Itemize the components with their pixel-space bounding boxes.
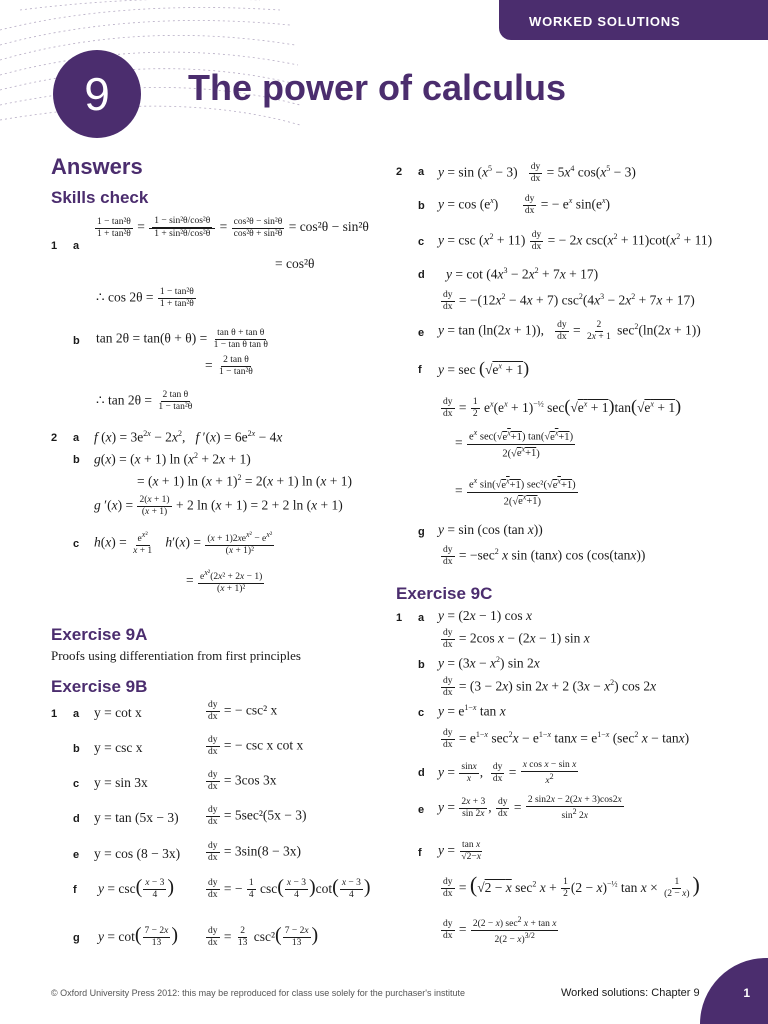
equation: $y = \cos (e^x)$ $\frac{dy}{dx}$ = − $e^x$ $\sin(e^x)$ — [438, 194, 611, 216]
part-label: g — [418, 526, 425, 538]
derivative-result: = 5sec²(5x − 3) — [223, 807, 307, 823]
equation: = (x + 1) $\ln (x + 1)^2 = 2(x + 1)$ ln (x + 1) — [137, 473, 353, 489]
part-label: a — [73, 708, 80, 720]
equation: $y = \cot (4x^3 - 2x^2 + 7x + 17)$ — [446, 266, 599, 282]
copyright-footer: © Oxford University Press 2012: this may be reproduced for class use solely for the purchaser's institute — [51, 988, 466, 998]
part-label: d — [418, 269, 425, 281]
exercise-9c-heading: Exercise 9C — [396, 584, 493, 603]
equation: h(x) = $\frac{e^{x^2}}{x + 1}$ h′(x) = $(x + 1)2xe^{x^2} - e^{x^2}$ (x + 1)² — [94, 530, 273, 557]
equation: $\frac{\text{1 − tan²θ}}{\text{1 + tan²θ}}$ = $\frac{\text{1 − sin²θ/cos²θ}}{\text{1 + sin²θ/cos²θ}}$ = $\frac{\text{cos²θ − sin²θ}}{\text{cos²θ + sin²θ}}$ = cos²θ − sin²θ — [97, 216, 369, 240]
equation: y = $\frac{\sin x}{x}$ , $\frac{dy}{dx}$ = $\frac{\text{x cos x − sin x}}{x^2}$ — [438, 760, 577, 787]
equation: ∴ cos 2θ = $\frac{\text{1 − tan²θ}}{\text{1 + tan²θ}}$ — [96, 287, 194, 309]
equation: $\frac{dy}{dx}$ = $-\sec^2$ x sin (tanx) cos (cos(tanx)) — [443, 545, 646, 567]
equation: $\frac{dy}{dx}$ = − csc² x — [208, 700, 278, 722]
part-label: g — [73, 932, 80, 944]
equation: y = (2x − 1) cos x — [438, 608, 532, 623]
part-label: c — [73, 778, 80, 790]
page-corner — [700, 958, 768, 1024]
equation: $y = (3x - x^2)$ sin 2x — [438, 655, 540, 671]
equation: $y = e^{1-x}$ tan x — [438, 703, 506, 719]
equation: $y = \sin (x^5 - 3)$ $\frac{dy}{dx}$ = $5x^4$ $\cos(x^5 - 3)$ — [438, 162, 636, 184]
equation: y = sin (cos (tan x)) — [438, 522, 543, 537]
exercise-9b-heading: Exercise 9B — [51, 677, 148, 696]
worked-solutions-banner: WORKED SOLUTIONS — [499, 0, 768, 40]
part-label: c — [418, 707, 425, 719]
part-label: e — [418, 804, 425, 816]
equation: y = cos (8 − 3x) — [94, 846, 181, 861]
part-label: e — [418, 327, 425, 339]
equation: f $(x) = 3e^{2x} - 2x^2$, f $'(x) = 6e^{2x} - 4x$ — [94, 429, 283, 445]
equation: $\frac{dy}{dx}$ = (3 − 2x) sin 2x + 2 $(3x - x^2)$ cos 2x — [443, 676, 657, 698]
equation: $\frac{dy}{dx}$ = − $\frac{1}{4}$ csc( $\frac{x - 3}{4}$ )cot( $\frac{x - 3}{4}$ ) — [208, 876, 371, 901]
part-label: f — [73, 884, 77, 896]
equation: g ′(x) = $\frac{2(x + 1)}{(x + 1)}$ + 2 ln (x + 1) = 2 + 2 ln (x + 1) — [94, 495, 343, 517]
part-label: b — [418, 200, 425, 212]
chapter-title: The power of calculus — [188, 67, 567, 108]
equation: = $e^x$ $\sec(√e^x+1)$ $\tan(√e^x+1)$ $2(√e^x+1)$ — [455, 428, 574, 460]
equation: $\frac{dy}{dx}$ = 2cos x − (2x − 1) sin x — [443, 628, 590, 650]
equation: $y = \sec (√e^x + 1)$ — [438, 358, 530, 378]
equation: y = cot x — [94, 705, 142, 720]
exercise-9a-text: Proofs using differentiation from first principles — [51, 648, 301, 663]
part-label: b — [73, 743, 80, 755]
equation: $\frac{dy}{dx}$ = 2(2 − x) $\sec^2 x + \tan x$ $2(2 - x)^{3/2}$ — [443, 915, 557, 946]
equation: $\frac{dy}{dx}$ = 5sec²(5x − 3) — [208, 805, 307, 827]
part-label: b — [73, 454, 80, 466]
equation: $\frac{dy}{dx}$ = $-(12x^2 - 4x + 7) \csc^2(4x^3 - 2x^2 + 7x + 17)$ — [443, 290, 695, 312]
equation: y = sin 3x — [94, 775, 148, 790]
part-label: a — [418, 166, 425, 178]
equation: = $e^x$ $\sin(√e^x+1)$ $\sec^2(√e^x+1)$ $2(√e^x+1)$ — [455, 476, 576, 508]
part-label: a — [418, 612, 425, 624]
answers-heading: Answers — [51, 154, 143, 179]
equation: = $\frac{\text{2 tan θ}}{\text{1 − tan²θ}}$ — [205, 355, 253, 377]
equation: $y = \csc (x^2 + 11)$ $\frac{dy}{dx}$ = − 2x $\csc(x^2 + 11)\cot(x^2 + 11)$ — [438, 230, 713, 252]
equation: $\frac{dy}{dx}$ = 3cos 3x — [208, 770, 277, 792]
equation: g(x) = (x + 1) $\ln (x^2 + 2x + 1)$ — [94, 451, 251, 467]
derivative-result: = 3sin(8 − 3x) — [223, 843, 301, 859]
part-label: c — [418, 236, 425, 248]
derivative-result: = − csc x cot x — [223, 737, 304, 753]
equation: $\frac{dy}{dx}$ = − csc x cot x — [208, 735, 304, 757]
equation: $\frac{dy}{dx}$ = $\frac{1}{2}$ $e^x(e^x + 1)^{-\frac{1}{2}}$ $\sec(√e^x + 1)\tan(√e^x + 1)$ — [443, 396, 682, 420]
equation: y = cot( $\frac{7 - 2x}{13}$ ) — [98, 924, 179, 949]
part-label: a — [73, 432, 80, 444]
derivative-result: = − csc² x — [223, 702, 278, 718]
equation: $\frac{dy}{dx}$ = (√2 − x $\sec^2 x$ + $\frac{1}{2}$ $(2 - x)^{-\frac{1}{2}}$ tan x × $\frac{1}{(2 - x)}$ ) — [443, 872, 700, 900]
equation: y = tan (ln(2x + 1)), $\frac{dy}{dx}$ = $\frac{2}{2x + 1}$ $\sec^2(\ln(2x + 1))$ — [438, 320, 701, 342]
part-label: d — [418, 767, 425, 779]
part-label: c — [73, 538, 80, 550]
part-label: f — [418, 847, 422, 859]
question-number: 2 — [396, 166, 403, 178]
exercise-9a-heading: Exercise 9A — [51, 625, 148, 644]
part-label: f — [418, 364, 422, 376]
skills-check-heading: Skills check — [51, 188, 149, 207]
equation: y = csc( $\frac{x - 3}{4}$ ) — [98, 876, 175, 901]
question-number: 1 — [51, 240, 58, 252]
equation: = cos²θ — [275, 256, 315, 271]
question-number: 2 — [51, 432, 58, 444]
equation: ∴ tan 2θ = $\frac{\text{2 tan θ}}{\text{1 − tan²θ}}$ — [96, 390, 193, 412]
page-number: 1 — [743, 986, 750, 1000]
equation: tan 2θ = tan(θ + θ) = $\frac{\text{tan θ + tan θ}}{\text{1 − tan θ tan θ}}$ — [96, 328, 268, 350]
footer-chapter: Worked solutions: Chapter 9 — [561, 987, 700, 999]
equation: y = tan (5x − 3) — [94, 810, 179, 825]
question-number: 1 — [396, 612, 403, 624]
part-label: b — [73, 335, 80, 347]
chapter-number: 9 — [53, 50, 141, 138]
equation: y = csc x — [94, 740, 143, 755]
part-label: e — [73, 849, 80, 861]
equation: = $\frac{e^{x^2}(2x^2 + 2x - 1)}{\text{(x + 1)²}}$ — [186, 568, 263, 595]
part-label: b — [418, 659, 425, 671]
equation: y = $\frac{\text{tan x}}{√2-x}$ — [438, 840, 481, 862]
equation: $\frac{dy}{dx}$ = $\frac{2}{13}$ csc²( $\frac{7 - 2x}{13}$ ) — [208, 924, 319, 949]
equation: $\frac{dy}{dx}$ = $e^{1-x}$ $\sec^2x - e^{1-x}$ $\tan x = e^{1-x}$ ($\sec^2$ x − tanx) — [443, 728, 690, 750]
equation: $\frac{dy}{dx}$ = 3sin(8 − 3x) — [208, 841, 301, 863]
question-number: 1 — [51, 708, 58, 720]
part-label: a — [73, 240, 80, 252]
equation: y = $\frac{2x + 3}{\sin 2x}$ , $\frac{dy}{dx}$ = $\frac{2 \sin 2x - 2(2x + 3)\cos 2x}{\sin^2 2x}$ — [438, 795, 622, 822]
derivative-result: = 3cos 3x — [223, 772, 277, 788]
part-label: d — [73, 813, 80, 825]
